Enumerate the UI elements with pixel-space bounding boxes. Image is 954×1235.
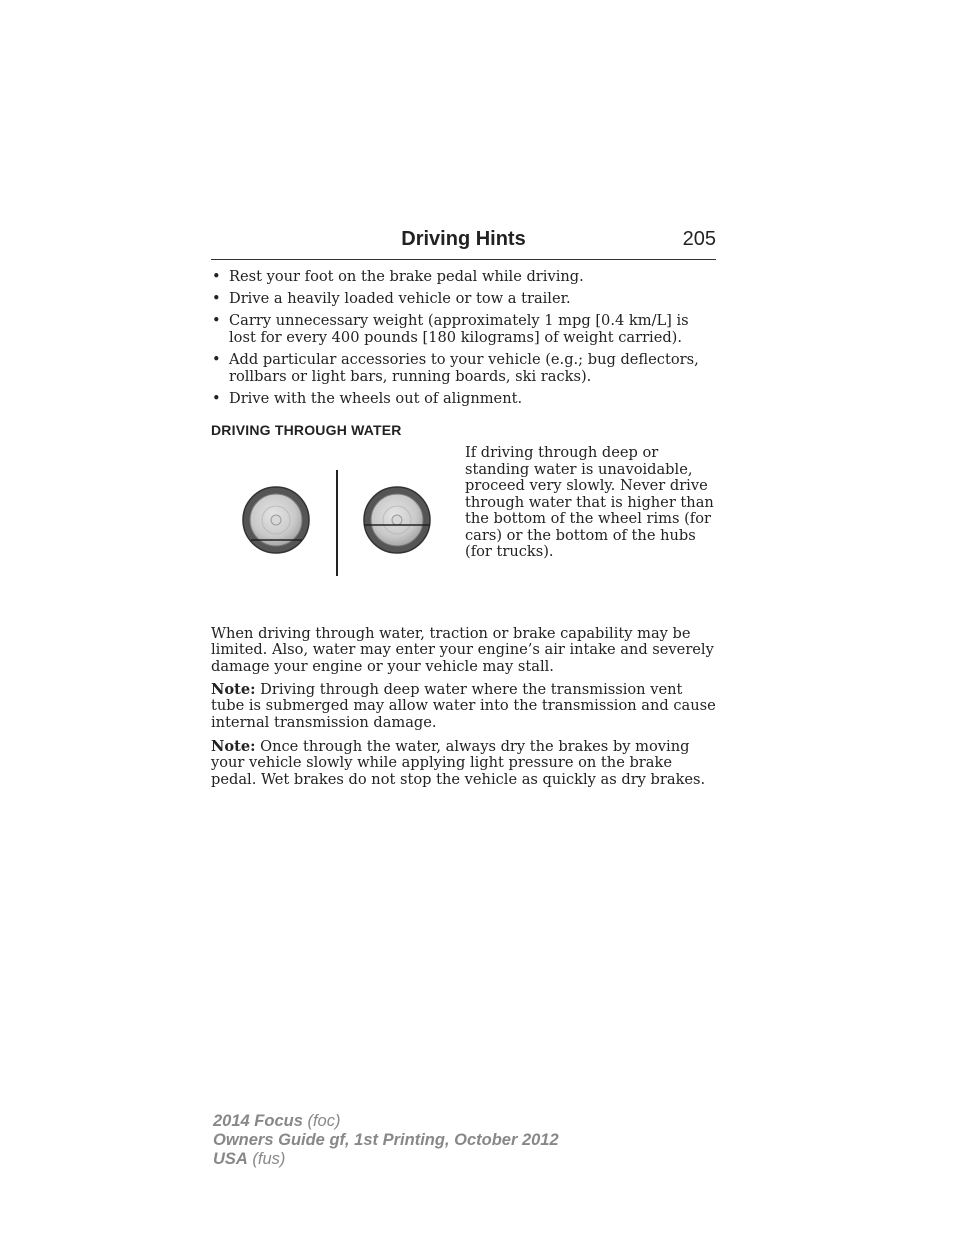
bullet-dot-icon: • [212, 390, 221, 407]
car-wheel-icon [243, 487, 309, 553]
footer-model-code: (foc) [302, 1112, 341, 1130]
note-text: Driving through deep water where the transmission vent tube is submerged may allow water into the transmission and cause internal transmission damage. [211, 681, 716, 731]
list-item [211, 290, 716, 307]
footer-region-code: (fus) [247, 1150, 286, 1168]
footer-line-printing: Owners Guide gf, 1st Printing, October 2012 [213, 1131, 559, 1149]
list-item [211, 268, 716, 285]
list-item [211, 351, 716, 385]
note-label: Note: [211, 681, 256, 698]
section-heading: DRIVING THROUGH WATER [211, 422, 402, 438]
footer-region: USA [213, 1150, 248, 1168]
list-item-text: Drive a heavily loaded vehicle or tow a trailer. [229, 290, 571, 307]
bullet-list [211, 268, 716, 412]
page-footer [213, 1112, 559, 1169]
chapter-title: Driving Hints [401, 228, 526, 250]
page-number: 205 [682, 228, 716, 250]
bullet-dot-icon: • [212, 290, 221, 307]
footer-model: 2014 Focus [213, 1112, 303, 1130]
wheel-water-level-illustration [236, 466, 436, 578]
truck-wheel-icon [364, 487, 430, 553]
footer-line-region [213, 1150, 559, 1169]
list-item-text: Add particular accessories to your vehicle (e.g.; bug deflectors, rollbars or light bars, running boards, ski racks). [229, 351, 699, 385]
bullet-dot-icon: • [212, 268, 221, 285]
bullet-dot-icon: • [212, 312, 221, 329]
water-depth-warning-text: If driving through deep or standing water is unavoidable, proceed very slowly. Never drive through water that is higher than the bottom of the wheel rims (for cars) or the bottom of the hubs (for trucks). [465, 444, 714, 560]
note-brakes [211, 739, 716, 788]
page-header [211, 228, 716, 260]
list-item-text: Rest your foot on the brake pedal while driving. [229, 268, 584, 285]
list-item-text: Drive with the wheels out of alignment. [229, 390, 523, 407]
list-item [211, 390, 716, 407]
list-item-text: Carry unnecessary weight (approximately 1 mpg [0.4 km/L] is lost for every 400 pounds [180 kilograms] of weight carried). [229, 312, 689, 346]
note-label: Note: [211, 738, 256, 755]
bullet-dot-icon: • [212, 351, 221, 368]
list-item [211, 312, 716, 346]
traction-paragraph: When driving through water, traction or brake capability may be limited. Also, water may enter your engine’s air intake and severely damage your engine or your vehicle may stall. [211, 625, 714, 675]
footer-line-model [213, 1112, 559, 1131]
note-transmission [211, 682, 716, 731]
note-text: Once through the water, always dry the brakes by moving your vehicle slowly while applying light pressure on the brake pedal. Wet brakes do not stop the vehicle as quickly as dry brakes. [211, 738, 706, 788]
